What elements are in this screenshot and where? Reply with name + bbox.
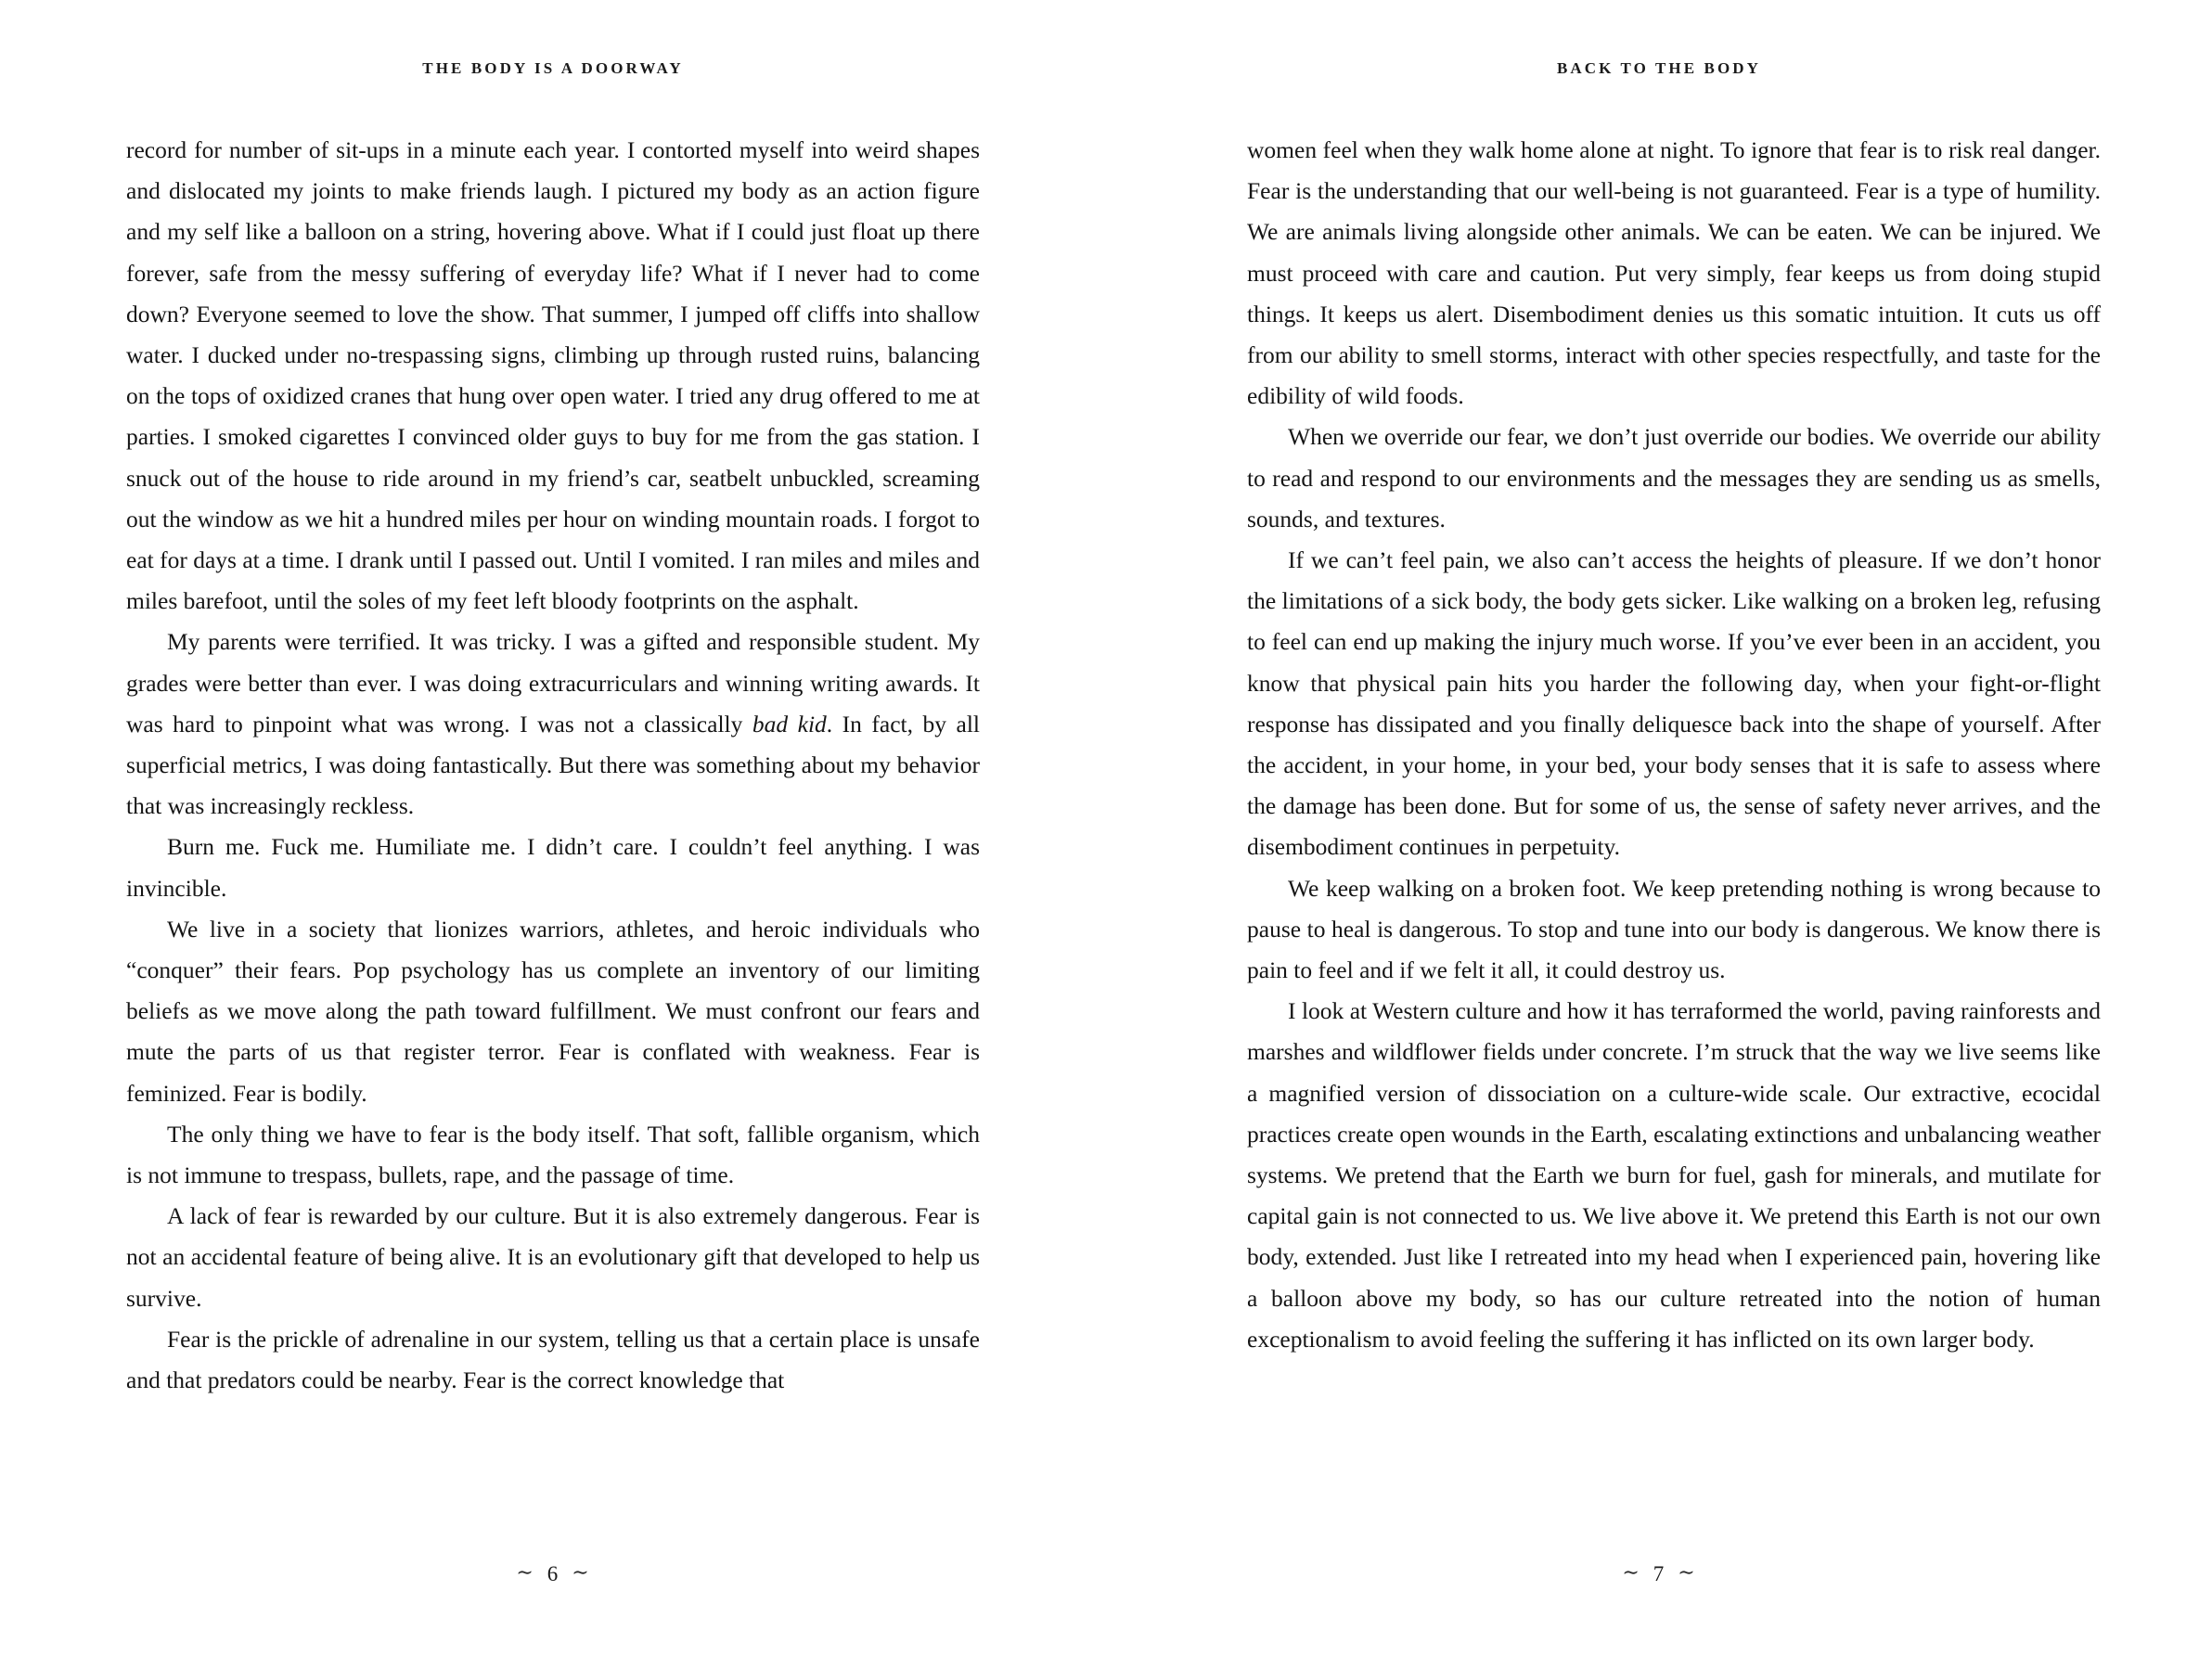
running-head-right: BACK TO THE BODY [1556,59,1762,77]
paragraph: If we can’t feel pain, we also can’t access the heights of pleasure. If we don’t honor the limitations of a sick body, the body gets sicker. Like walking on a broken leg, refusing to feel can end up making the injury much worse. If you’ve ever been in an accident, you know that physical pain hits you harder the following day, when your fight-or-flight response has dissipated and you finally deliquesce back into the shape of yourself. After the accident, in your home, in your bed, your body senses that it is safe to assess where the damage has been done. But for some of us, the sense of safety never arrives, and the disembodiment continues in perpetuity. [1247,546,2101,861]
folio-left [0,1562,1106,1586]
folio-ornament-left-icon: ∼ [1622,1560,1640,1584]
folio-ornament-right-icon: ∼ [572,1560,590,1584]
paragraph: women feel when they walk home alone at night. To ignore that fear is to risk real danger. Fear is the understanding that our well-being is not guaranteed. Fear is a type of humility. We are animals living alongside other animals. We can be eaten. We can be injured. We must proceed with care and caution. Put very simply, fear keeps us from doing stupid things. It keeps us alert. Disembodiment denies us this somatic intuition. It cuts us off from our ability to smell storms, interact with other species respectfully, and taste for the edibility of wild foods. [1247,136,2101,410]
paragraph: Fear is the prickle of adrenaline in our system, telling us that a certain place is unsafe and that predators could be nearby. Fear is the correct knowledge that [126,1325,980,1394]
paragraph: The only thing we have to fear is the body itself. That soft, fallible organism, which is not immune to trespass, bullets, rape, and the passage of time. [126,1120,980,1189]
paragraph-text: My parents were terrified. It was tricky. I was a gifted and responsible student. My grades were better than ever. I was doing extracurriculars and winning writing awards. It was hard to pinpoint what was wrong. I was not a classically [126,628,980,738]
left-page-content [126,0,980,1655]
running-head-left: THE BODY IS A DOORWAY [422,59,684,77]
paragraph: A lack of fear is rewarded by our culture. But it is also extremely dangerous. Fear is not an accidental feature of being alive. It is an evolutionary gift that developed to help us survive. [126,1202,980,1312]
paragraph: I look at Western culture and how it has terraformed the world, paving rainforests and marshes and wildflower fields under concrete. I’m struck that the way we live seems like a magnified version of dissociation on a culture-wide scale. Our extractive, ecocidal practices create open wounds in the Earth, escalating extinctions and unbalancing weather systems. We pretend that the Earth we burn for fuel, gash for minerals, and mutilate for capital gain is not connected to us. We live above it. We pretend this Earth is not our own body, extended. Just like I retreated into my head when I experienced pain, hovering like a balloon above my body, so has our culture retreated into the notion of human exceptionalism to avoid feeling the suffering it has inflicted on its own larger body. [1247,997,2101,1353]
paragraph: Burn me. Fuck me. Humiliate me. I didn’t care. I couldn’t feel anything. I was invincible. [126,833,980,902]
italic-phrase: bad kid [752,710,827,738]
paragraph: record for number of sit-ups in a minute each year. I contorted myself into weird shapes and dislocated my joints to make friends laugh. I pictured my body as an action figure and my self like a balloon on a string, hovering above. What if I could just float up there forever, safe from the messy suffering of everyday life? What if I never had to come down? Everyone seemed to love the show. That summer, I jumped off cliffs into shallow water. I ducked under no-trespassing signs, climbing up through rusted ruins, balancing on the tops of oxidized cranes that hung over open water. I tried any drug offered to me at parties. I smoked cigarettes I convinced older guys to buy for me from the gas station. I snuck out of the house to ride around in my friend’s car, seatbelt unbuckled, screaming out the window as we hit a hundred miles per hour on winding mountain roads. I forgot to eat for days at a time. I drank until I passed out. Until I vomited. I ran miles and miles and miles barefoot, until the soles of my feet left bloody footprints on the asphalt. [126,136,980,615]
folio-ornament-left-icon: ∼ [516,1560,534,1584]
folio-right [1106,1562,2212,1586]
paragraph [126,622,980,827]
right-page-body [1247,130,2101,1360]
folio-ornament-right-icon: ∼ [1678,1560,1696,1584]
paragraph-text-after: . In fact, by all superficial metrics, I was doing fantastically. But there was something about my behavior that was increasingly reckless. [126,710,981,820]
right-page-content [1247,0,2101,1655]
page-number: 6 [547,1562,559,1585]
paragraph: When we override our fear, we don’t just override our bodies. We override our ability to read and respond to our environments and the messages they are sending us as smells, sounds, and textures. [1247,423,2101,532]
paragraph: We live in a society that lionizes warriors, athletes, and heroic individuals who “conquer” their fears. Pop psychology has us complete an inventory of our limiting beliefs as we move along the path toward fulfillment. We must confront our fears and mute the parts of us that register terror. Fear is conflated with weakness. Fear is feminized. Fear is bodily. [126,915,980,1107]
left-page-body [126,130,980,1401]
right-page [1106,0,2212,1655]
paragraph: We keep walking on a broken foot. We keep pretending nothing is wrong because to pause to heal is dangerous. To stop and tune into our body is dangerous. We know there is pain to feel and if we felt it all, it could destroy us. [1247,874,2101,984]
page-number: 7 [1653,1562,1665,1585]
